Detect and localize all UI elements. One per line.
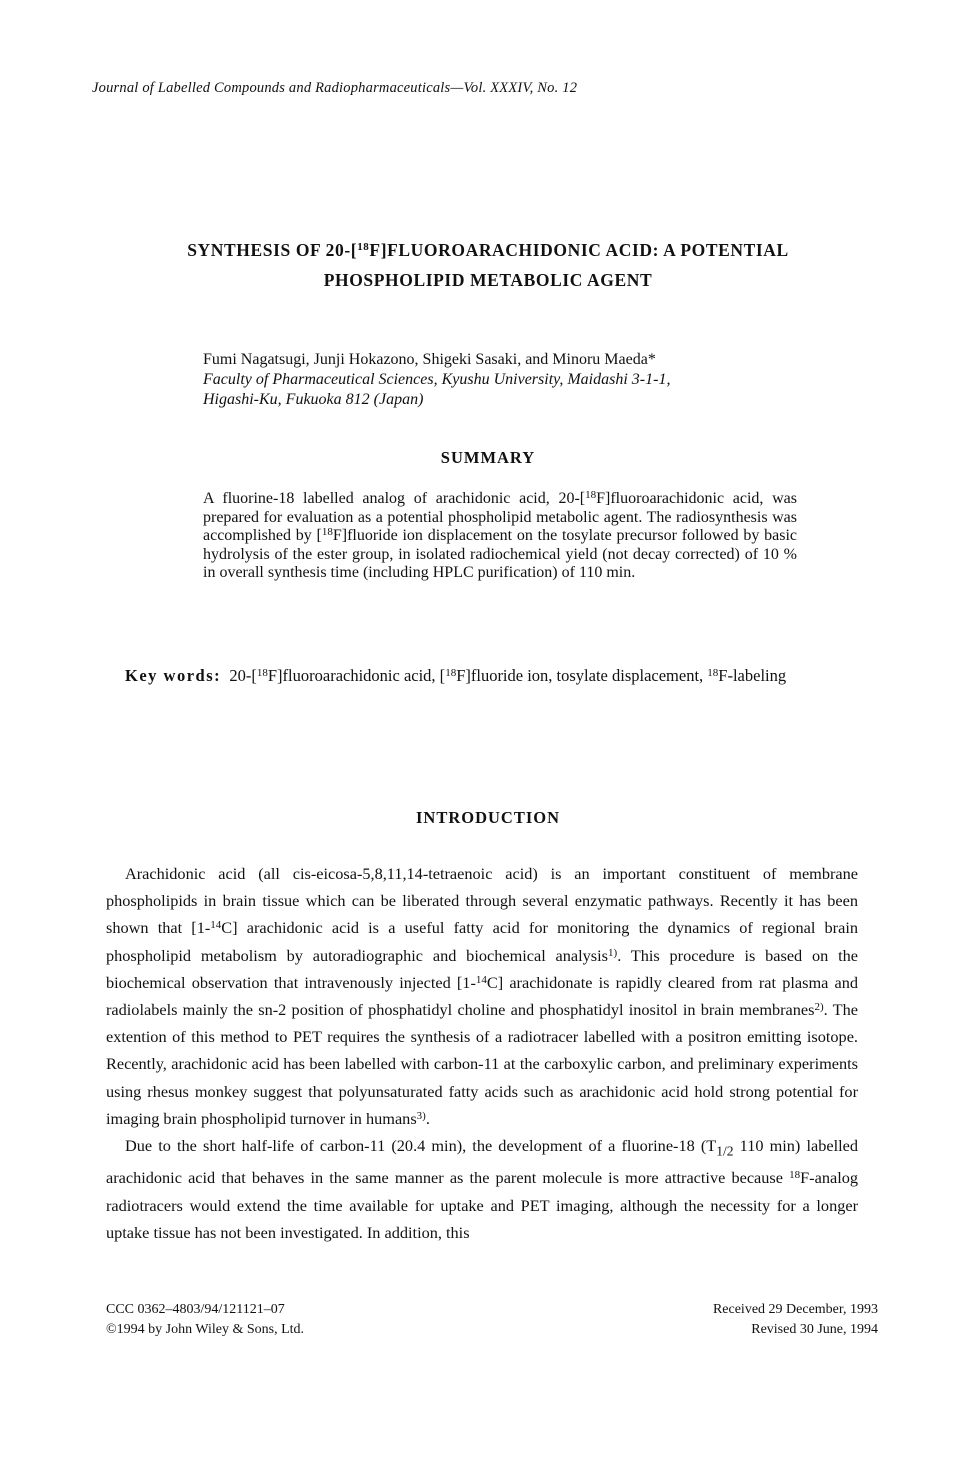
introduction-heading: INTRODUCTION	[415, 808, 561, 827]
affiliation-line-2: Higashi-Ku, Fukuoka 812 (Japan)	[203, 391, 424, 408]
keywords-sup: 18	[256, 667, 268, 679]
summary-text	[203, 490, 797, 583]
keywords-part: F-labeling	[718, 666, 787, 685]
intro-sup: 14	[210, 919, 222, 932]
summary-sup: 18	[321, 526, 333, 538]
summary-sup: 18	[585, 489, 597, 501]
keywords-sup: 18	[445, 667, 457, 679]
intro-part: . The extention of this method to PET requires the synthesis of a radiotracer labelled with a positron emitting isotope. Recently, arachidonic acid has been labelled with carbon-11 at the carboxylic carbon, and preliminary experiments using rhesus monkey suggest that polyunsaturated fatty acids such as arachidonic acid hold strong potential for imaging brain phospholipid turnover in humans	[106, 1000, 858, 1128]
intro-sup: 14	[475, 973, 487, 986]
intro-sub: 1/2	[716, 1143, 734, 1159]
intro-part: C] arachidonate is rapidly cleared from rat plasma and radiolabels mainly the sn-2 position of phosphatidyl choline and phosphatidyl inositol in brain membranes	[106, 972, 858, 1020]
intro-citation: 1)	[608, 946, 618, 959]
intro-part: . This procedure is based on the biochemical observation that intravenously injected [1-	[106, 945, 858, 992]
article-title	[100, 235, 876, 295]
intro-citation: 2)	[814, 1001, 824, 1014]
title-prefix: SYNTHESIS OF 20-[	[187, 240, 358, 260]
ccc-code: CCC 0362–4803/94/121121–07	[106, 1302, 285, 1317]
revised-date: Revised 30 June, 1994	[751, 1322, 878, 1337]
intro-paragraph-1	[106, 860, 858, 1132]
keywords-label: Key words:	[125, 666, 222, 685]
keywords	[106, 662, 858, 690]
summary-part: F]fluoroarachidonic acid, was prepared for evaluation as a potential phospholipid metabolic agent. The radiosynthesis was accomplished by [	[203, 490, 797, 544]
received-date: Received 29 December, 1993	[712, 1302, 878, 1317]
footer-right	[713, 1300, 878, 1340]
title-line2: PHOSPHOLIPID METABOLIC AGENT	[323, 270, 653, 290]
summary-heading: SUMMARY	[440, 448, 536, 467]
title-isotope-sup: 18	[357, 241, 370, 253]
keywords-sup: 18	[707, 667, 719, 679]
author-names: Fumi Nagatsugi, Junji Hokazono, Shigeki Sasaki, and Minoru Maeda*	[203, 351, 656, 368]
footer-left	[106, 1300, 304, 1340]
intro-sup: 18	[789, 1169, 801, 1182]
intro-part: .	[425, 1108, 430, 1128]
journal-header: Journal of Labelled Compounds and Radiopharmaceuticals—Vol. XXXIV, No. 12	[92, 80, 578, 96]
summary-part: F]fluoride ion displacement on the tosylate precursor followed by basic hydrolysis of the ester group, in isolated radiochemical yield (not decay corrected) of 10 % in overall synthesis time (including HPLC purification) of 110 min.	[203, 527, 797, 581]
summary-part: A fluorine-18 labelled analog of arachidonic acid, 20-[	[203, 490, 586, 507]
affiliation-line-1: Faculty of Pharmaceutical Sciences, Kyushu University, Maidashi 3-1-1,	[203, 371, 671, 388]
intro-part: C] arachidonic acid is a useful fatty acid for monitoring the dynamics of regional brain phospholipid metabolism by autoradiographic and biochemical analysis	[106, 918, 858, 965]
intro-citation: 3)	[416, 1109, 426, 1122]
keywords-part: F]fluoroarachidonic acid, [	[267, 666, 446, 685]
keywords-part: 20-[	[229, 666, 257, 685]
intro-part: Due to the short half-life of carbon-11 (20.4 min), the development of a fluorine-18 (T	[125, 1136, 717, 1156]
intro-part: 110 min) labelled arachidonic acid that behaves in the same manner as the parent molecule is more attractive because	[106, 1136, 858, 1188]
title-line1-rest: F]FLUOROARACHIDONIC ACID: A POTENTIAL	[369, 240, 789, 260]
author-block	[203, 350, 670, 410]
introduction-body	[106, 860, 858, 1246]
keywords-part: F]fluoride ion, tosylate displacement,	[456, 666, 708, 685]
intro-part: F-analog radiotracers would extend the time available for uptake and PET imaging, although the necessity for a longer uptake tissue has not been investigated. In addition, this	[106, 1168, 858, 1242]
copyright: ©1994 by John Wiley & Sons, Ltd.	[106, 1322, 305, 1337]
intro-paragraph-2	[106, 1132, 858, 1246]
intro-part: Arachidonic acid (all cis-eicosa-5,8,11,14-tetraenoic acid) is an important constituent of membrane phospholipids in brain tissue which can be liberated through several enzymatic pathways. Recently it has been shown that [1-	[106, 864, 858, 938]
